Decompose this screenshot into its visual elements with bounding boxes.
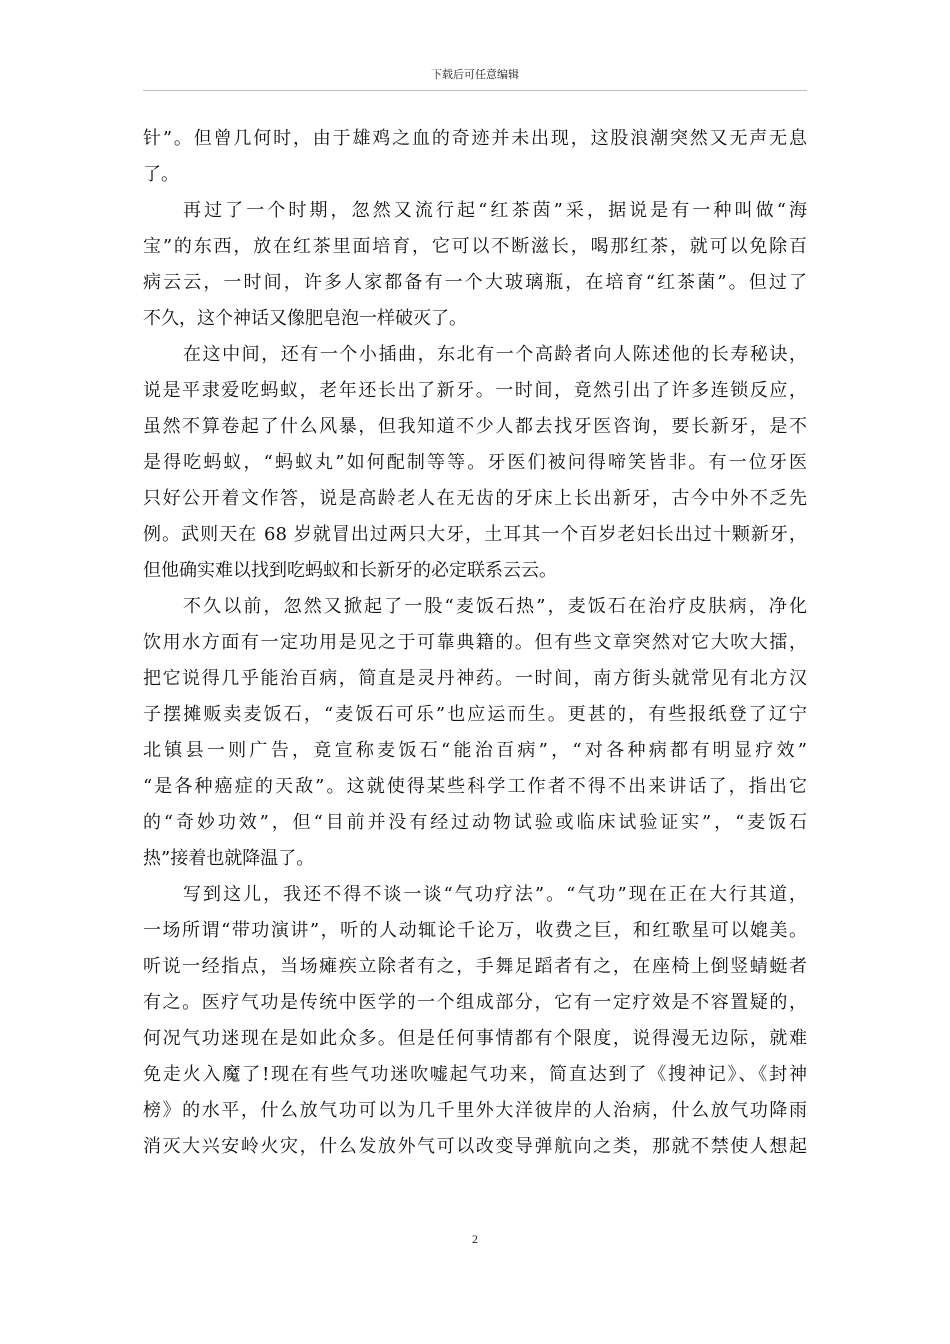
paragraph-2-line-3: 病云云，一时间，许多人家都备有一个大玻璃瓶，在培育“红茶菌”。但过了 — [143, 272, 807, 293]
paragraph-4-line-7: 的“奇妙功效”，但“目前并没有经过动物试验或临床试验证实”，“麦饭石 — [143, 812, 807, 833]
paragraph-3-line-4: 是得吃蚂蚁，“蚂蚁丸”如何配制等等。牙医们被问得啼笑皆非。有一位牙医 — [143, 452, 807, 473]
document-body — [143, 121, 807, 1165]
page-header: 下载后可任意编辑 — [431, 68, 519, 81]
paragraph-3-line-2: 说是平隶爱吃蚂蚁，老年还长出了新牙。一时间，竟然引出了许多连锁反应， — [143, 380, 807, 401]
paragraph-4-line-1: 不久以前，忽然又掀起了一股“麦饭石热”，麦饭石在治疗皮肤病，净化 — [183, 596, 807, 617]
paragraph-4-line-2: 饮用水方面有一定功用是见之于可靠典籍的。但有些文章突然对它大吹大擂， — [143, 632, 807, 653]
paragraph-3-line-7: 但他确实难以找到吃蚂蚁和长新牙的必定联系云云。 — [143, 560, 557, 581]
paragraph-5-line-1: 写到这儿，我还不得不谈一谈“气功疗法”。“气功”现在正在大行其道， — [183, 884, 807, 905]
page-number: 2 — [472, 1232, 478, 1246]
paragraph-4-line-3: 把它说得几乎能治百病，简直是灵丹神药。一时间，南方街头就常见有北方汉 — [143, 668, 807, 689]
paragraph-3-line-3: 虽然不算卷起了什么风暴，但我知道不少人都去找牙医咨询，要长新牙，是不 — [143, 416, 807, 437]
paragraph-1-line-2: 了。 — [143, 164, 179, 185]
paragraph-2-line-4: 不久，这个神话又像肥皂泡一样破灭了。 — [143, 308, 467, 329]
paragraph-4-line-6: “是各种癌症的天敌”。这就使得某些科学工作者不得不出来讲话了，指出它 — [143, 776, 807, 797]
paragraph-5-line-6: 免走火入魔了!现在有些气功迷吹嘘起气功来，简直达到了《搜神记》、《封神 — [143, 1064, 807, 1085]
paragraph-2-line-1: 再过了一个时期，忽然又流行起“红茶茵”采，据说是有一种叫做“海 — [183, 200, 807, 221]
paragraph-4-line-4: 子摆摊贩卖麦饭石，“麦饭石可乐”也应运而生。更甚的，有些报纸登了辽宁 — [143, 704, 807, 725]
paragraph-3-line-5: 只好公开着文作答，说是高龄老人在无齿的牙床上长出新牙，古今中外不乏先 — [143, 488, 807, 509]
paragraph-4-line-5: 北镇县一则广告，竟宣称麦饭石“能治百病”，“对各种病都有明显疗效” — [143, 740, 807, 761]
paragraph-5-line-3: 听说一经指点，当场瘫疾立除者有之，手舞足蹈者有之，在座椅上倒竖蜻蜓者 — [143, 956, 807, 977]
paragraph-5-line-2: 一场所谓“带功演讲”，听的人动辄论千论万，收费之巨，和红歌星可以媲美。 — [143, 920, 807, 941]
paragraph-3-line-6: 例。武则天在 68 岁就冒出过两只大牙，土耳其一个百岁老妇长出过十颗新牙， — [143, 524, 807, 545]
paragraph-5-line-4: 有之。医疗气功是传统中医学的一个组成部分，它有一定疗效是不容置疑的， — [143, 992, 807, 1013]
paragraph-5-line-5: 何况气功迷现在是如此众多。但是任何事情都有个限度，说得漫无边际，就难 — [143, 1028, 807, 1049]
paragraph-3-line-1: 在这中间，还有一个小插曲，东北有一个高龄者向人陈述他的长寿秘诀， — [183, 344, 807, 365]
paragraph-5-line-8: 消灭大兴安岭火灾，什么发放外气可以改变导弹航向之类，那就不禁使人想起 — [143, 1136, 807, 1157]
paragraph-4-line-8: 热”接着也就降温了。 — [143, 848, 315, 869]
paragraph-2-line-2: 宝”的东西，放在红茶里面培育，它可以不断滋长，喝那红茶，就可以免除百 — [143, 236, 807, 257]
paragraph-1-line-1: 针”。但曾几何时，由于雄鸡之血的奇迹并未出现，这股浪潮突然又无声无息 — [143, 128, 807, 149]
paragraph-5-line-7: 榜》的水平，什么放气功可以为几千里外大洋彼岸的人治病，什么放气功降雨 — [143, 1100, 807, 1121]
header-divider — [143, 90, 807, 91]
